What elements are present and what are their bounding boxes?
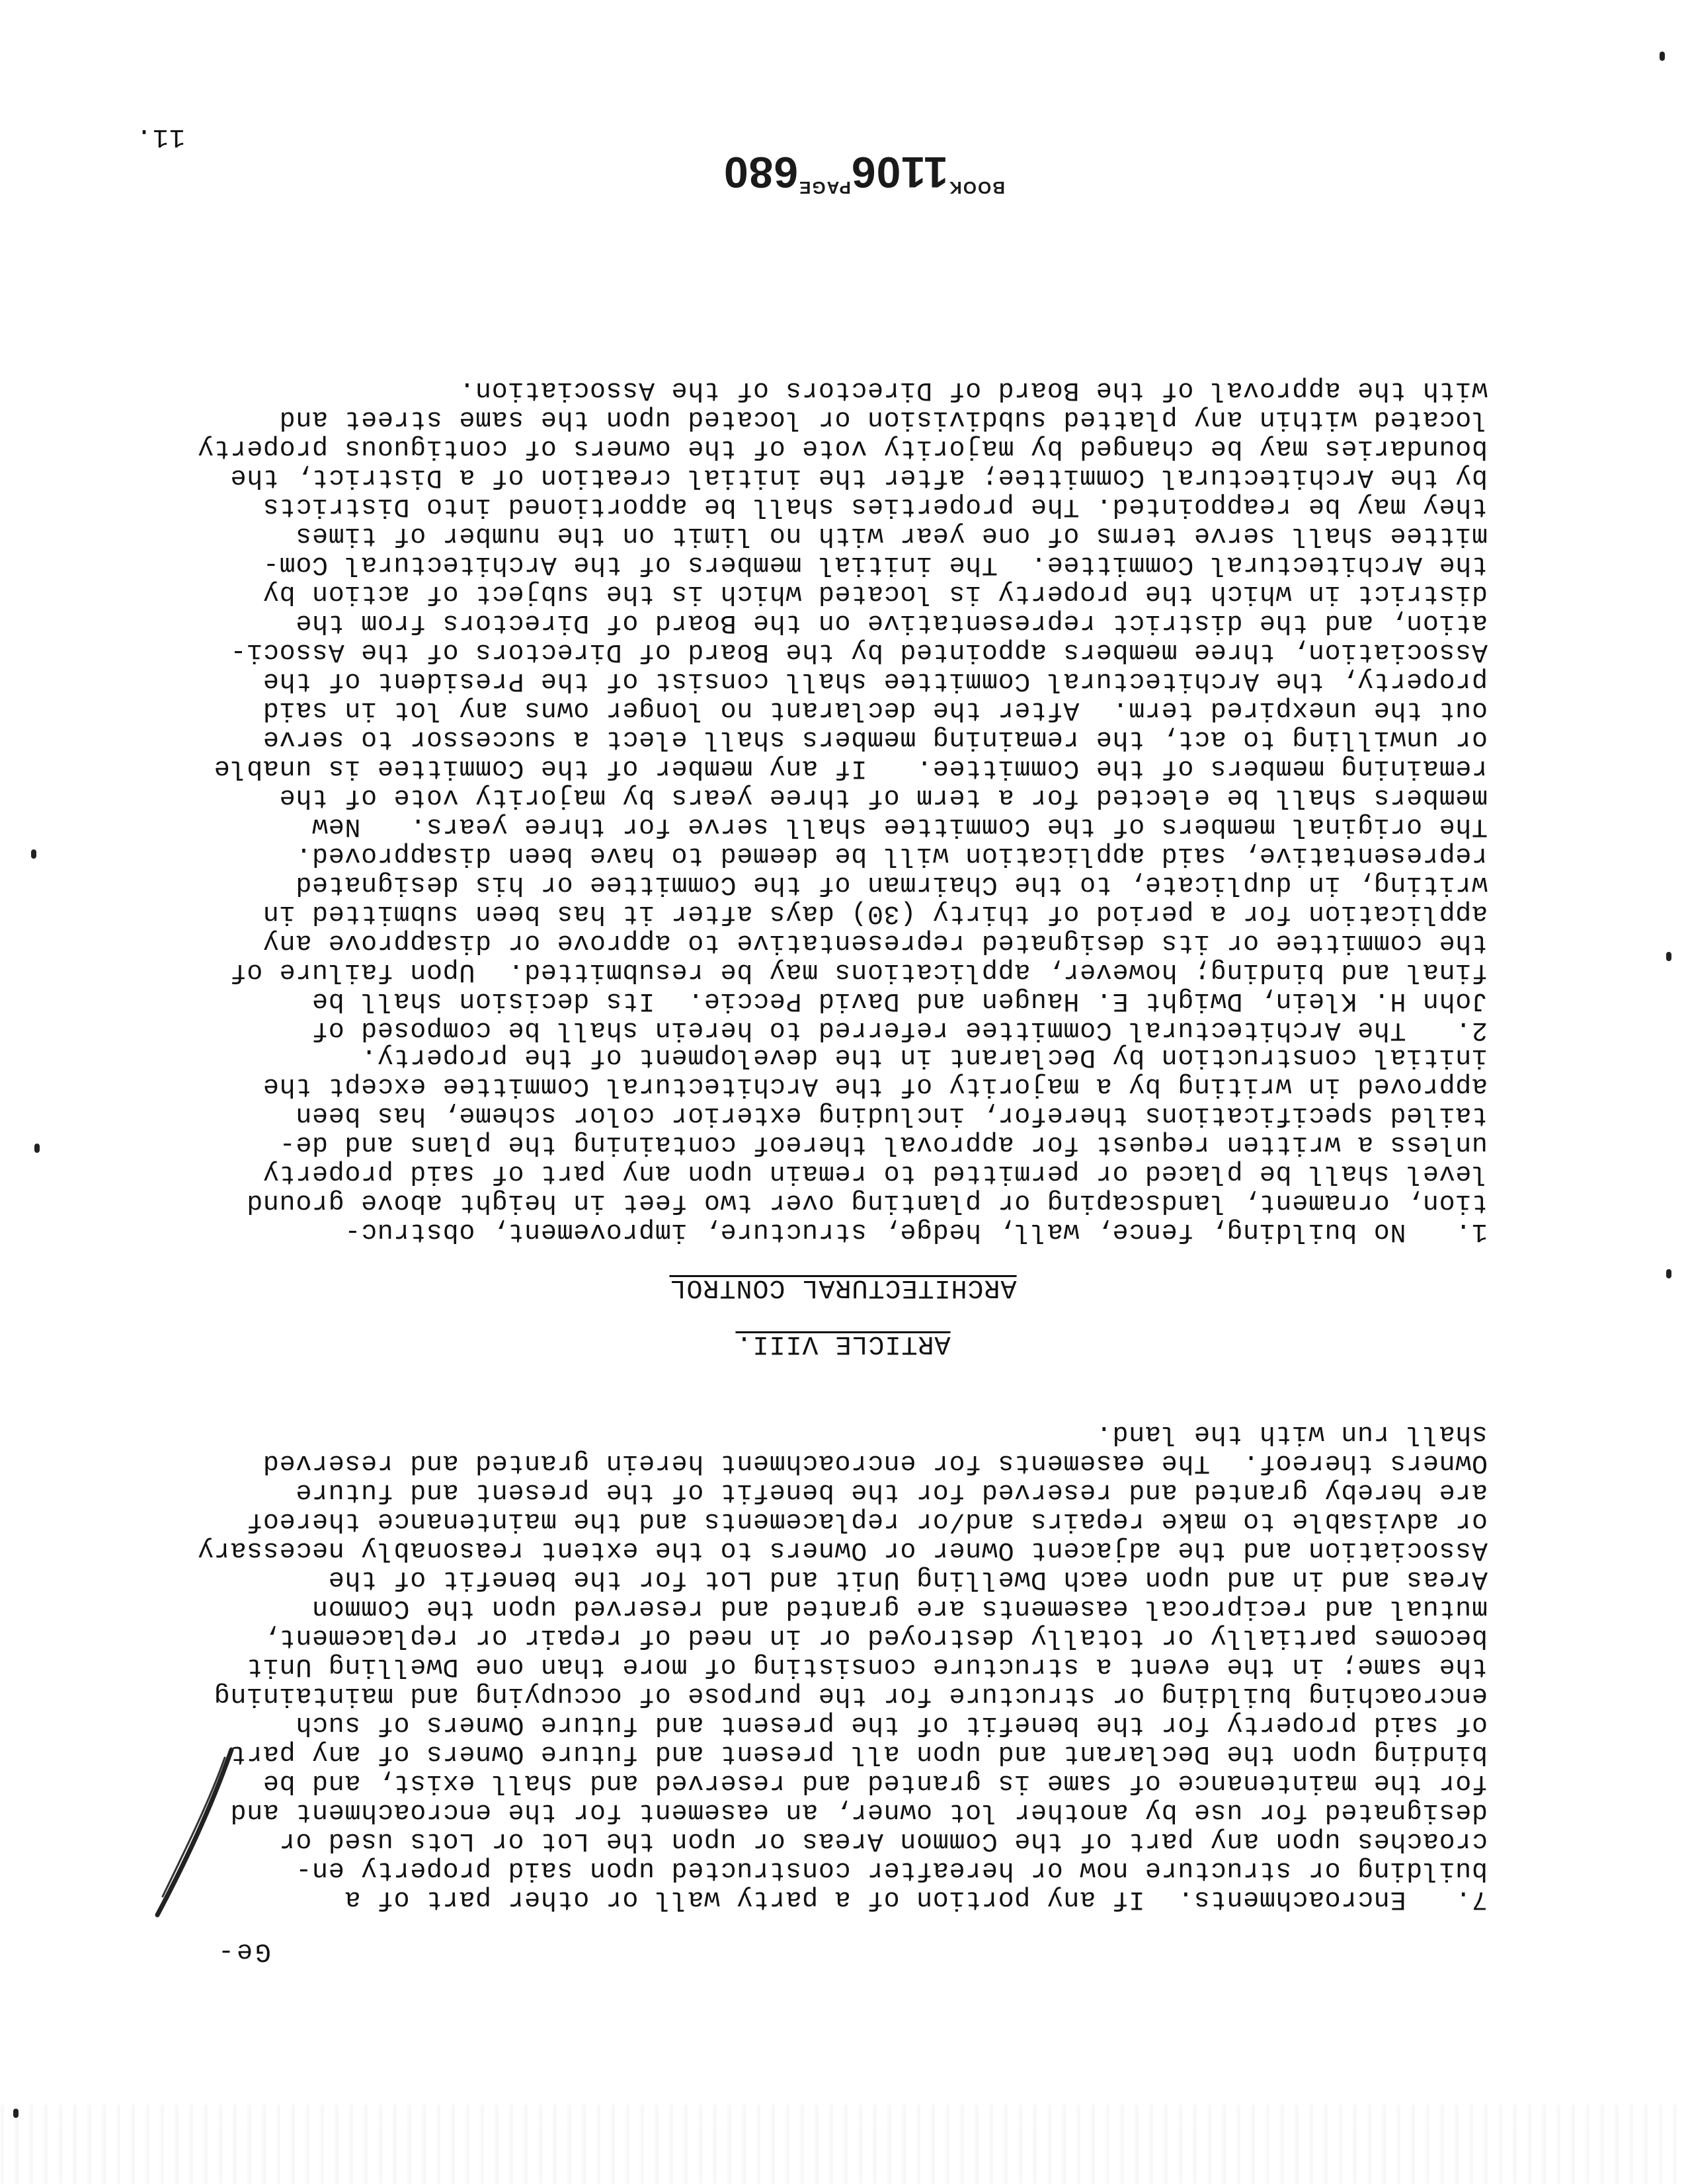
section-2-paragraph: 2. The Architectural Committee referred to herein shall be composed of John H. Klein, Dwight E. Haugen and David Peccie. Its decision shall be final and binding; however, applications may be resubmitted. Upon failure of the committee or its designated representative to approve or disapprove any application for a period of thirty (30) days after it has been submitted in writing, in duplicate, to the Chairman of the Committee or his designated representative, said application will be deemed to have been disapproved. The original members of the Committee shall serve for three years. New members shall be elected for a term of three years by majority vote of the remaining members of the Committee. If any member of the Committee is unable or unwilling to act, the remaining members shall elect a successor to serve out the unexpired term. After the declarant no longer owns any lot in said property, the Architectural Committee shall consist of the President of the Association, three members appointed by the Board of Directors of the Associ- ation, and the district representative on the Board of Directors from the district in which the property is located which is the subject of action by the Architectural Committee. The initial members of the Architectural Com- mittee shall serve terms of one year with no limit on the number of times they may be reappointed. The properties shall be apportioned into Districts by the Architectural Committee; after the initial creation of a District, the boundaries may be changed by majority vote of the owners of contiguous property located within any platted subdivision or located upon the same street and with the approval of the Board of Directors of the Association.: [197, 375, 1488, 1044]
section-7-encroachments-paragraph: 7. Encroachments. If any portion of a party wall or other part of a building or structure now or hereafter constructed upon said property en- croaches upon any part of the Common Areas or upon the Lot or Lots used or designated for use by another lot owner, an easement for the encroachment and for the maintenance of same is granted and reserved and shall exist, and be binding upon the Declarant and upon all present and future Owners of any part of said property for the benefit of the present and future Owners of such encroaching building or structure for the purpose of occupying and maintaining the same; in the event a structure consisting of more than one Dwelling Unit becomes partially or totally destroyed or in need of repair or replacement, mutual and reciprocal easements are granted and reserved upon the Common Areas and in and upon each Dwelling Unit and Lot for the benefit of the Association and the adjacent Owner or Owners to the extent reasonably necessary or advisable to make repairs and/or replacements and the maintenance thereof are hereby granted and reserved for the benefit of the present and future Owners thereof. The easements for encroachment herein granted and reserved shall run with the land.: [197, 1419, 1488, 1914]
page-number: 11.: [135, 122, 185, 151]
article-title: ARTICLE VIII.: [735, 1329, 951, 1358]
article-subtitle: ARCHITECTURAL CONTROL: [669, 1272, 1017, 1302]
scan-speck: [34, 1144, 40, 1153]
scan-speck: [1660, 52, 1665, 61]
book-number: 1106: [850, 148, 948, 197]
section-1-paragraph: 1. No building, fence, wall, hedge, structure, improvement, obstruc- tion, ornament, landscaping or planting over two feet in height above ground level shall be placed or permitted to remain upon any part of said property unless a written request for approval thereof containing the plans and de- tailed specifications therefor, including exterior color scheme, has been approved in writing by a majority of the Architectural Committee except the initial construction by Declarant in the development of the property.: [246, 1042, 1488, 1246]
scan-speck: [13, 2109, 19, 2118]
page-label: PAGE: [798, 178, 851, 198]
book-page-stamp: [723, 147, 1005, 198]
scan-edge-noise: [0, 2105, 1686, 2184]
article-heading: [0, 1329, 1686, 1358]
scan-speck: [31, 849, 36, 859]
page-reference: 680: [723, 148, 799, 197]
header-mark: Ge-: [215, 1936, 271, 1966]
book-label: BOOK: [948, 178, 1005, 198]
section-heading: [0, 1272, 1686, 1302]
scan-speck: [1666, 1269, 1671, 1278]
scan-speck: [1666, 952, 1671, 961]
